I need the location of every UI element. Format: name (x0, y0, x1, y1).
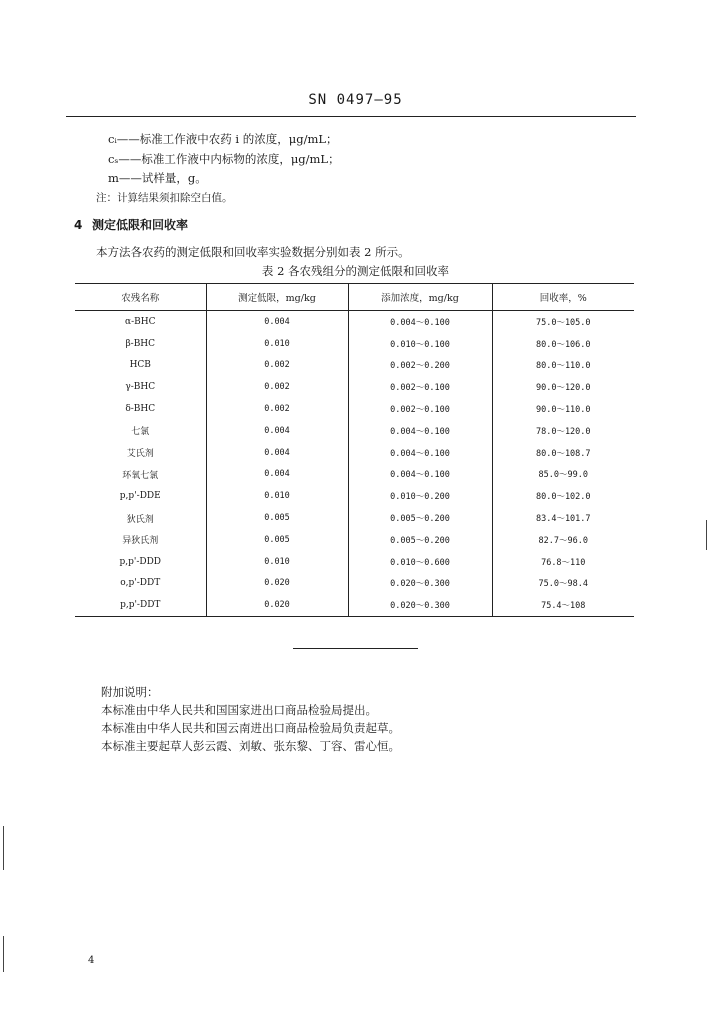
pesticide-name-cell: 七氯 (131, 427, 150, 438)
pesticide-name-cell: p,p'-DDT (120, 600, 161, 611)
pesticide-name-cell: α-BHC (125, 316, 156, 327)
section-number: 4 (74, 218, 83, 232)
detection-limit-cell: 0.002 (206, 398, 348, 420)
detection-limit-cell: 0.002 (206, 355, 348, 377)
pesticide-name-cell: 环氧七氯 (122, 470, 159, 481)
table-row (75, 311, 634, 333)
scan-edge-mark (3, 826, 4, 870)
table-row (75, 529, 634, 551)
column-header-recovery: 回收率，% (492, 284, 634, 311)
table-row (75, 485, 634, 507)
spike-concentration-cell: 0.002～0.100 (348, 398, 492, 420)
spike-concentration-cell: 0.010～0.100 (348, 333, 492, 355)
pesticide-name-cell: γ-BHC (125, 382, 156, 393)
spike-concentration-cell: 0.004～0.100 (348, 464, 492, 486)
detection-limit-cell: 0.010 (206, 551, 348, 573)
recovery-cell: 82.7～96.0 (492, 529, 634, 551)
table-row (75, 573, 634, 595)
pesticide-name-cell: 狄氏剂 (126, 514, 154, 525)
recovery-cell: 75.0～105.0 (492, 311, 634, 333)
detection-limit-cell: 0.002 (206, 376, 348, 398)
additional-notes-title: 附加说明： (101, 685, 159, 699)
detection-limit-cell: 0.004 (206, 420, 348, 442)
recovery-cell: 85.0～99.0 (492, 464, 634, 486)
table-row (75, 507, 634, 529)
recovery-cell: 76.8～110 (492, 551, 634, 573)
table-row (75, 442, 634, 464)
spike-concentration-cell: 0.004～0.100 (348, 442, 492, 464)
additional-note-line: 本标准主要起草人彭云霞、刘敏、张东黎、丁容、雷心恒。 (101, 739, 400, 753)
detection-limit-cell: 0.010 (206, 485, 348, 507)
column-header-spike-concentration: 添加浓度，mg/kg (348, 284, 492, 311)
pesticide-name-cell: p,p'-DDE (119, 491, 161, 502)
scan-edge-mark (706, 520, 707, 550)
recovery-cell: 78.0～120.0 (492, 420, 634, 442)
detection-limit-cell: 0.010 (206, 333, 348, 355)
section-end-rule (293, 648, 418, 649)
spike-concentration-cell: 0.020～0.300 (348, 594, 492, 616)
section-title: 测定低限和回收率 (92, 218, 189, 232)
pesticide-name-cell: β-BHC (125, 338, 156, 349)
pesticide-name-cell: o,p'-DDT (120, 578, 161, 589)
definition-line: cₛ——标准工作液中内标物的浓度，μg/mL； (108, 152, 340, 166)
recovery-cell: 90.0～110.0 (492, 398, 634, 420)
additional-note-line: 本标准由中华人民共和国云南进出口商品检验局负责起草。 (101, 721, 400, 735)
definition-line: cᵢ——标准工作液中农药 i 的浓度，μg/mL； (108, 132, 338, 146)
table-caption: 表 2 各农残组分的测定低限和回收率 (261, 264, 450, 278)
spike-concentration-cell: 0.004～0.100 (348, 311, 492, 333)
scan-edge-mark (3, 936, 4, 972)
header-rule (66, 116, 636, 117)
column-header-detection-limit: 测定低限，mg/kg (206, 284, 348, 311)
recovery-cell: 75.0～98.4 (492, 573, 634, 595)
section-intro-text: 本方法各农药的测定低限和回收率实验数据分别如表 2 所示。 (96, 245, 410, 259)
spike-concentration-cell: 0.005～0.200 (348, 507, 492, 529)
table-row (75, 420, 634, 442)
table-row (75, 398, 634, 420)
pesticide-name-cell: δ-BHC (125, 404, 156, 415)
calculation-note: 注：计算结果须扣除空白值。 (96, 192, 233, 204)
table-header-row (75, 284, 634, 311)
pesticide-name-cell: p,p'-DDD (119, 556, 162, 567)
detection-limit-cell: 0.004 (206, 464, 348, 486)
definition-line: m——试样量，g。 (108, 171, 207, 185)
detection-limit-cell: 0.020 (206, 594, 348, 616)
table-row (75, 376, 634, 398)
pesticide-name-cell: HCB (129, 360, 151, 371)
recovery-cell: 90.0～120.0 (492, 376, 634, 398)
spike-concentration-cell: 0.010～0.600 (348, 551, 492, 573)
recovery-cell: 83.4～101.7 (492, 507, 634, 529)
table-row (75, 464, 634, 486)
additional-note-line: 本标准由中华人民共和国国家进出口商品检验局提出。 (101, 703, 377, 717)
page-number: 4 (88, 955, 95, 966)
spike-concentration-cell: 0.010～0.200 (348, 485, 492, 507)
standard-code-header: SN 0497—95 (308, 92, 403, 108)
table-row (75, 551, 634, 573)
detection-limit-cell: 0.005 (206, 507, 348, 529)
spike-concentration-cell: 0.002～0.100 (348, 376, 492, 398)
spike-concentration-cell: 0.005～0.200 (348, 529, 492, 551)
detection-limit-cell: 0.020 (206, 573, 348, 595)
detection-limit-cell: 0.004 (206, 311, 348, 333)
detection-limit-cell: 0.005 (206, 529, 348, 551)
recovery-cell: 75.4～108 (492, 594, 634, 616)
recovery-cell: 80.0～102.0 (492, 485, 634, 507)
table-row (75, 355, 634, 377)
section-heading (74, 216, 188, 233)
spike-concentration-cell: 0.004～0.100 (348, 420, 492, 442)
pesticide-name-cell: 艾氏剂 (126, 449, 154, 460)
table-row (75, 594, 634, 616)
recovery-cell: 80.0～110.0 (492, 355, 634, 377)
recovery-cell: 80.0～106.0 (492, 333, 634, 355)
pesticide-name-cell: 异狄氏剂 (122, 536, 159, 547)
spike-concentration-cell: 0.020～0.300 (348, 573, 492, 595)
recovery-cell: 80.0～108.7 (492, 442, 634, 464)
column-header-pesticide: 农残名称 (75, 284, 206, 311)
spike-concentration-cell: 0.002～0.200 (348, 355, 492, 377)
detection-limit-recovery-table (75, 283, 634, 617)
detection-limit-cell: 0.004 (206, 442, 348, 464)
table-row (75, 333, 634, 355)
